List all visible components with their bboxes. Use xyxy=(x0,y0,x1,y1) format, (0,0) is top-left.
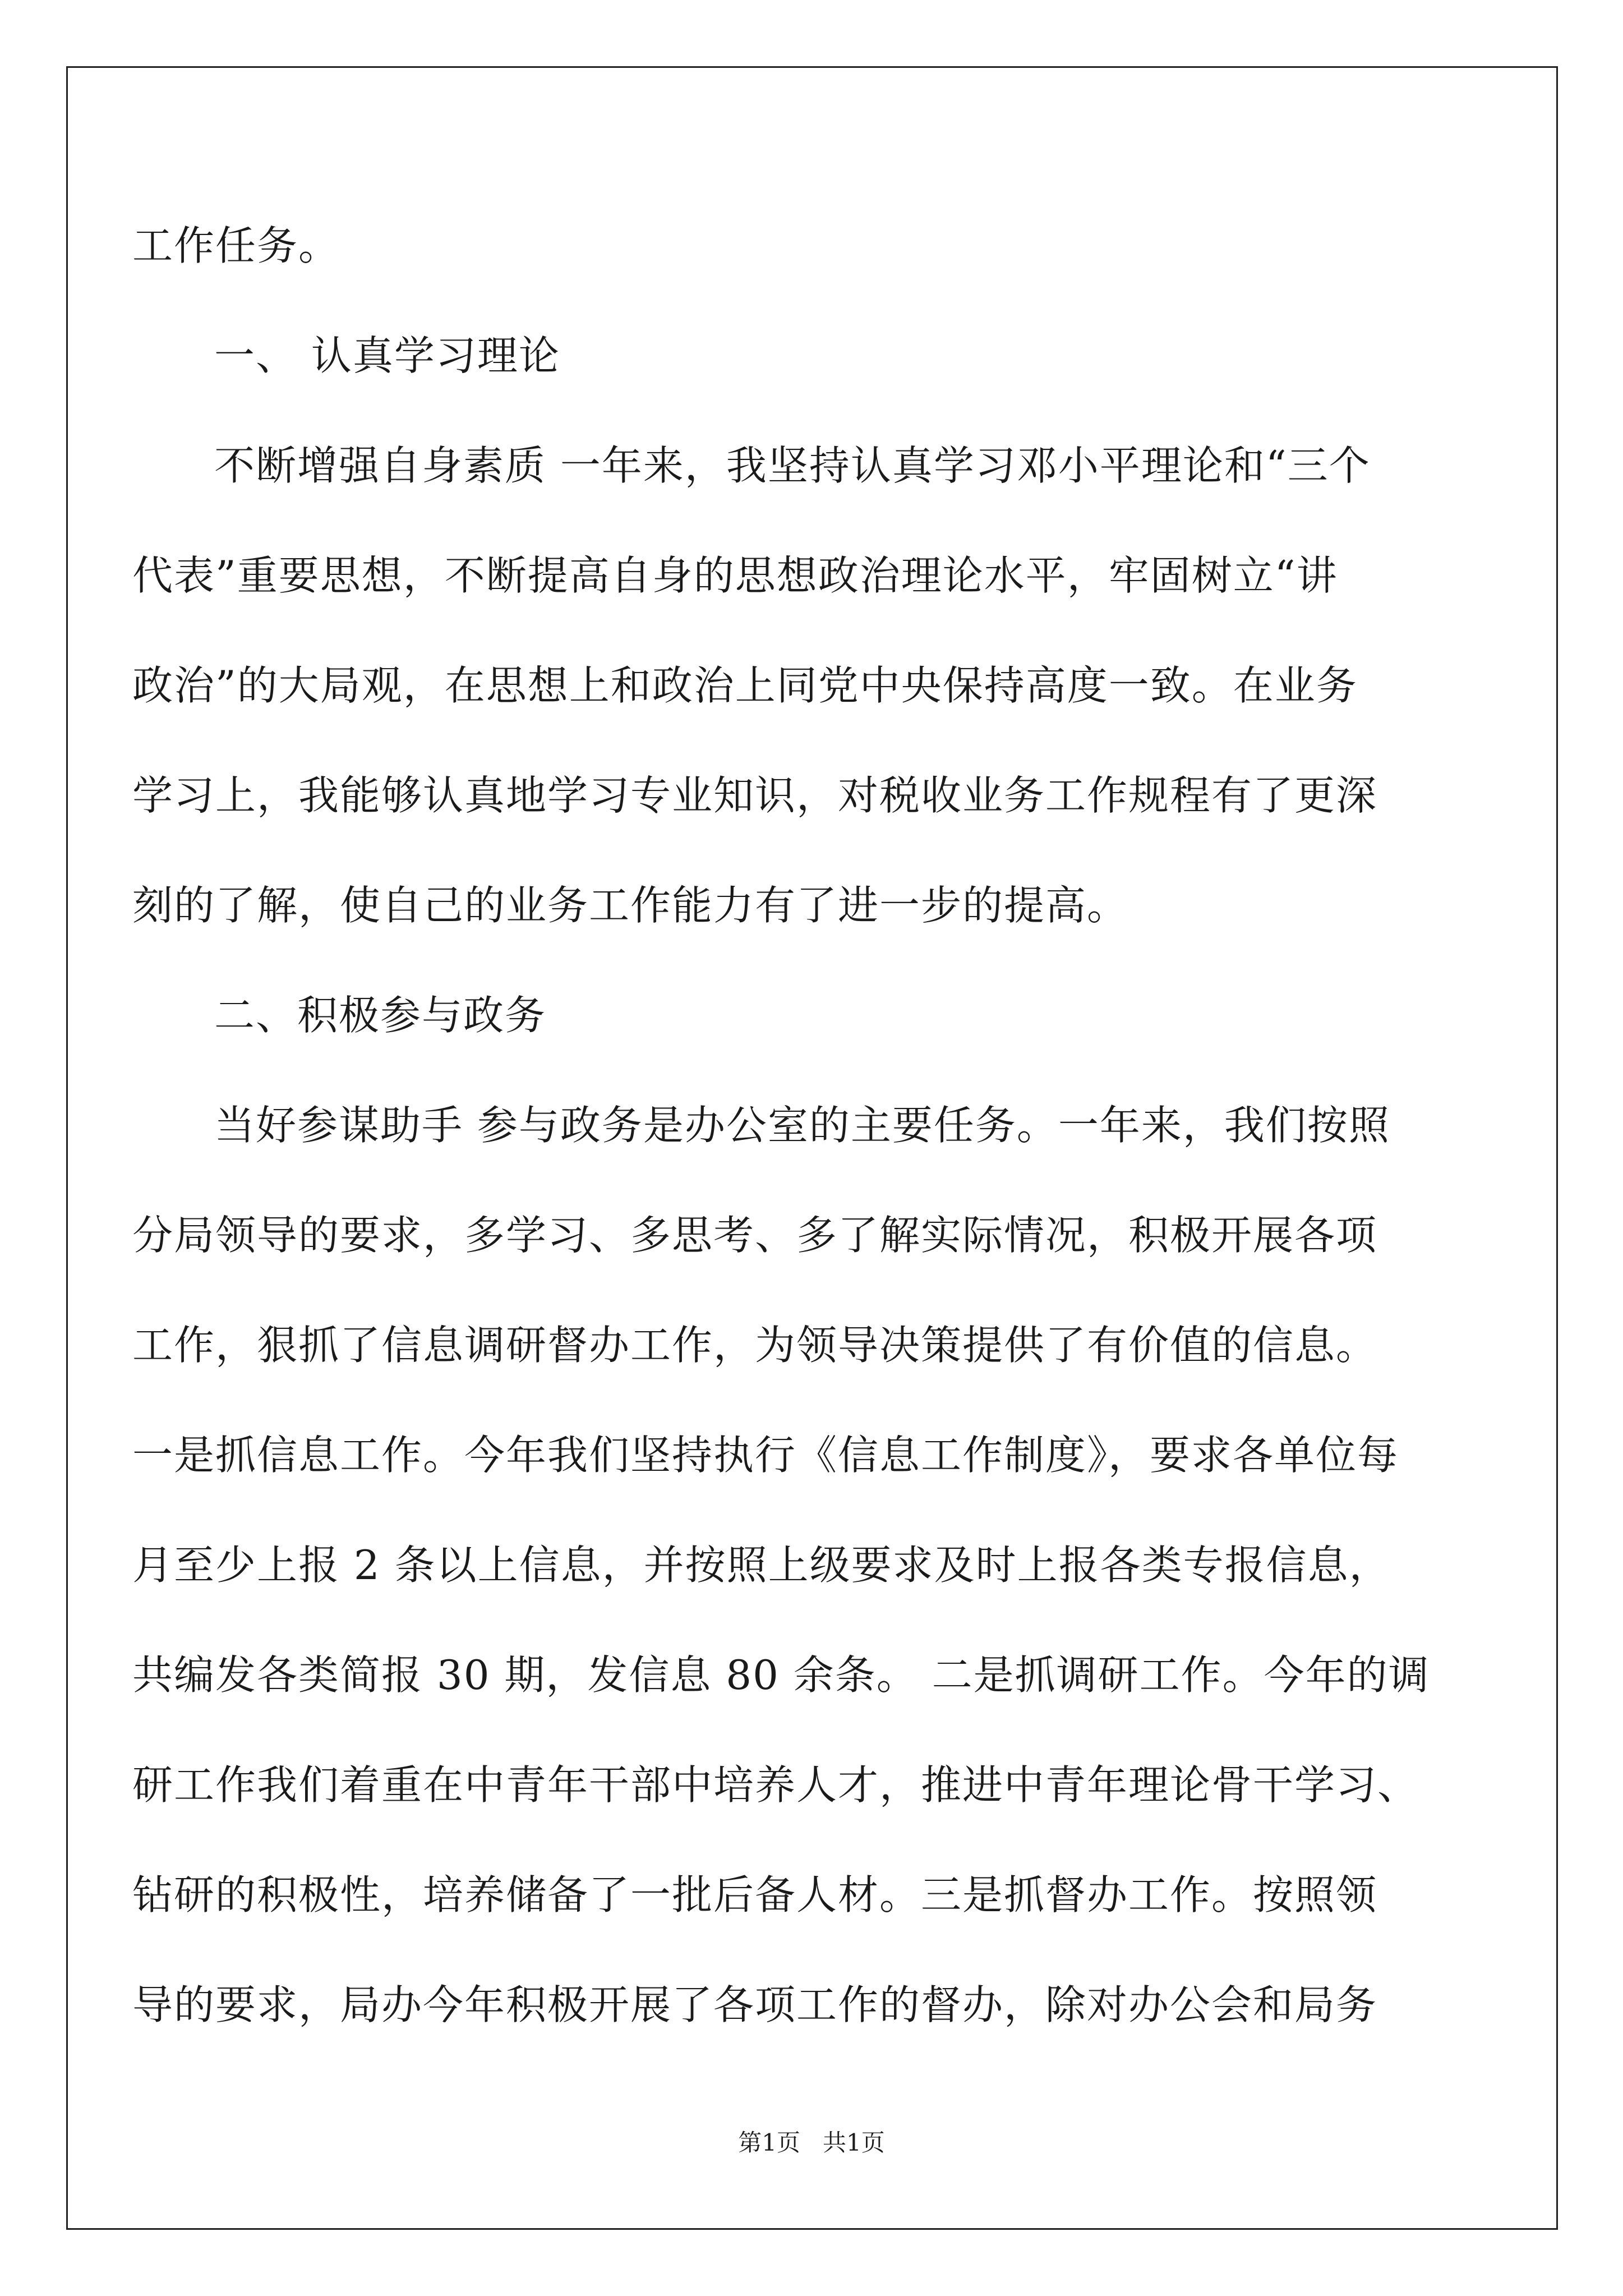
text-line: 学习上，我能够认真地学习专业知识，对税收业务工作规程有了更深 xyxy=(132,772,1378,819)
text-line: 代表”重要思想，不断提高自身的思想政治理论水平，牢固树立“讲 xyxy=(132,552,1338,599)
text-line: 分局领导的要求，多学习、多思考、多了解实际情况，积极开展各项 xyxy=(132,1212,1378,1259)
document-body xyxy=(132,191,1490,2060)
text-line: 月至少上报 2 条以上信息，并按照上级要求及时上报各类专报信息， xyxy=(132,1542,1391,1589)
text-line: 钻研的积极性，培养储备了一批后备人材。三是抓督办工作。按照领 xyxy=(132,1871,1378,1918)
section-heading: 二、积极参与政务 xyxy=(214,992,547,1039)
text-line: 政治”的大局观，在思想上和政治上同党中央保持高度一致。在业务 xyxy=(132,662,1358,709)
text-line: 刻的了解，使自己的业务工作能力有了进一步的提高。 xyxy=(132,882,1129,929)
text-line: 导的要求，局办今年积极开展了各项工作的督办，除对办公会和局务 xyxy=(132,1981,1378,2028)
text-line: 工作任务。 xyxy=(132,222,340,269)
text-line: 当好参谋助手 参与政务是办公室的主要任务。一年来，我们按照 xyxy=(214,1102,1390,1149)
text-line: 研工作我们着重在中青年干部中培养人才，推进中青年理论骨干学习、 xyxy=(132,1761,1419,1809)
text-line: 工作，狠抓了信息调研督办工作，为领导决策提供了有价值的信息。 xyxy=(132,1322,1378,1369)
section-heading: 一、 认真学习理论 xyxy=(214,332,560,379)
text-line: 共编发各类简报 30 期，发信息 80 余条。 二是抓调研工作。今年的调 xyxy=(132,1651,1430,1699)
text-line: 一是抓信息工作。今年我们坚持执行《信息工作制度》，要求各单位每 xyxy=(132,1432,1399,1479)
page-footer: 第1页 共1页 xyxy=(738,2129,885,2156)
text-line: 不断增强自身素质 一年来，我坚持认真学习邓小平理论和“三个 xyxy=(214,442,1371,489)
